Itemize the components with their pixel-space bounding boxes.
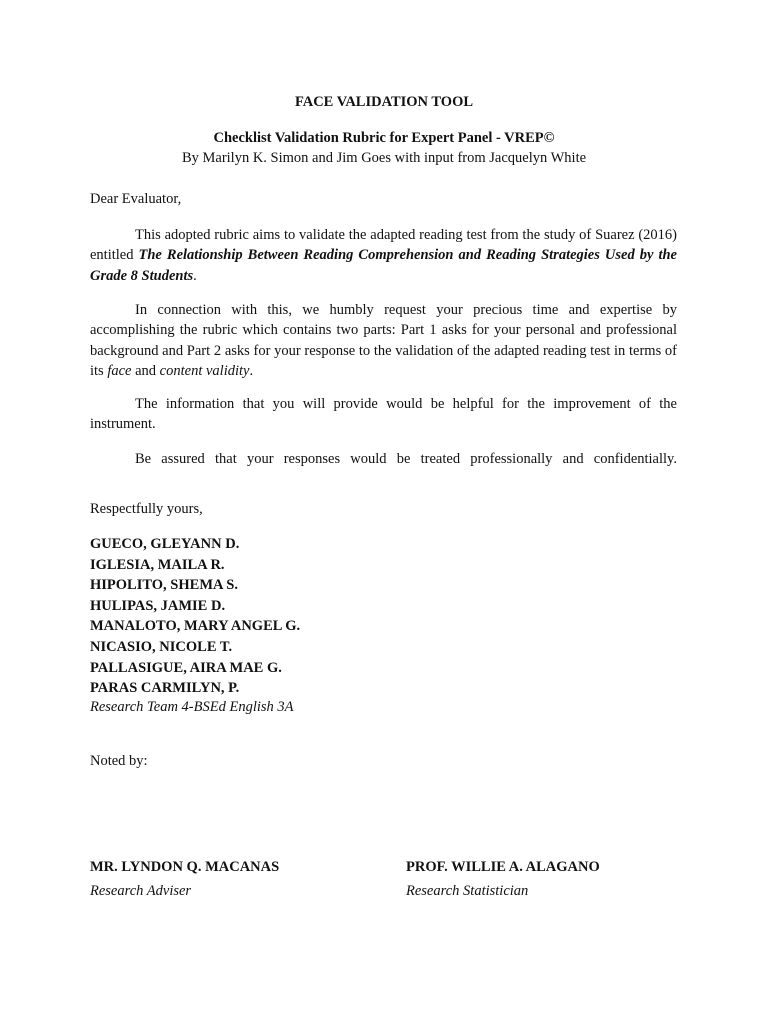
face-term: face <box>107 362 132 379</box>
paragraph-4: Be assured that your responses would be treated professionally and confidentially. <box>135 451 677 467</box>
paragraph-2 <box>90 300 677 381</box>
signatory-name: MR. LYNDON Q. MACANAS <box>90 859 280 875</box>
noted-by: Noted by: <box>90 753 148 769</box>
paragraph-2-end: . <box>249 362 254 379</box>
study-title: The Relationship Between Reading Comprehension and Reading Strategies Used by the Grade 8 Students <box>90 247 677 284</box>
team-member: GUECO, GLEYANN D. <box>90 536 240 552</box>
team-label: Research Team 4-BSEd English 3A <box>90 699 294 715</box>
signatory-adviser <box>90 859 279 900</box>
paragraph-2-and: and <box>131 362 160 379</box>
team-member: MANALOTO, MARY ANGEL G. <box>90 618 301 635</box>
team-member: PALLASIGUE, AIRA MAE G. <box>90 659 282 676</box>
signatory-role: Research Statistician <box>406 883 529 899</box>
team-member: NICASIO, NICOLE T. <box>90 638 233 655</box>
signatory-statistician <box>406 859 600 900</box>
paragraph-1 <box>90 225 677 286</box>
signatory-name: PROF. WILLIE A. ALAGANO <box>406 859 600 875</box>
salutation: Dear Evaluator, <box>90 191 182 207</box>
team-member: HIPOLITO, SHEMA S. <box>90 577 238 594</box>
content-validity-term: content validity <box>159 362 250 379</box>
team-member: IGLESIA, MAILA R. <box>90 556 225 573</box>
team-member-list <box>90 534 300 699</box>
team-member: HULIPAS, JAMIE D. <box>90 597 226 614</box>
team-member: PARAS CARMILYN, P. <box>90 680 240 697</box>
closing: Respectfully yours, <box>90 501 203 517</box>
paragraph-3: The information that you will provide would be helpful for the improvement of the instrument. <box>90 396 677 433</box>
document-title: FACE VALIDATION TOOL <box>294 94 474 110</box>
document-authors: By Marilyn K. Simon and Jim Goes with input from Jacquelyn White <box>181 150 587 166</box>
paragraph-2-text: In connection with this, we humbly request your precious time and expertise by accomplishing the rubric which contains two parts: Part 1 asks for your personal and professional background and Part 2 asks for your response to the validation of the adapted reading test in terms of its <box>90 302 677 379</box>
signatory-role: Research Adviser <box>90 883 192 899</box>
document-subtitle: Checklist Validation Rubric for Expert Panel - VREP© <box>213 130 555 146</box>
paragraph-1-text: This adopted rubric aims to validate the adapted reading test from the study of Suarez (2016) entitled <box>90 227 677 264</box>
paragraph-1-end: . <box>193 267 197 284</box>
